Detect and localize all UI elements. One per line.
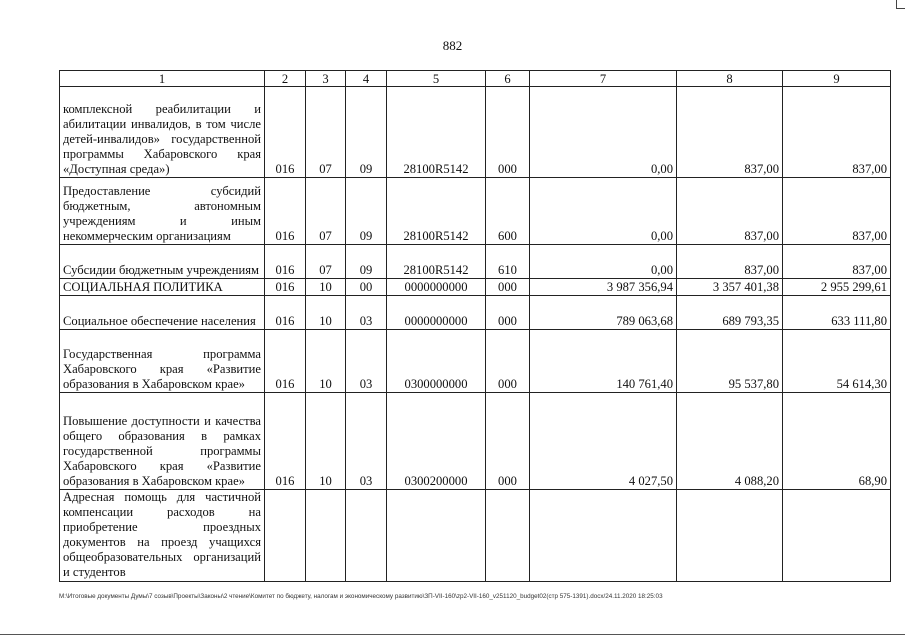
cell-amount-7	[530, 490, 677, 582]
cell-ministry: 016	[265, 87, 306, 178]
cell-target-item: 28100R5142	[387, 87, 486, 178]
cell-amount-9: 633 111,80	[783, 296, 891, 330]
cell-target-item: 0000000000	[387, 296, 486, 330]
table-row	[60, 279, 891, 296]
table-row	[60, 245, 891, 279]
cell-expense-type	[486, 490, 530, 582]
cell-section: 10	[306, 296, 346, 330]
cell-section: 10	[306, 279, 346, 296]
cell-amount-7: 0,00	[530, 178, 677, 245]
page-corner-mark	[896, 0, 905, 9]
cell-subsection: 00	[346, 279, 387, 296]
cell-amount-8: 4 088,20	[677, 393, 783, 490]
column-header: 6	[486, 71, 530, 87]
cell-section: 07	[306, 87, 346, 178]
cell-subsection: 09	[346, 245, 387, 279]
cell-target-item	[387, 490, 486, 582]
row-name: Предоставление субсидий бюджетным, автономным учреждениям и иным некоммерческим организациям	[60, 178, 265, 245]
page-number: 882	[442, 38, 463, 53]
cell-subsection: 09	[346, 87, 387, 178]
cell-target-item: 0000000000	[387, 279, 486, 296]
cell-ministry: 016	[265, 178, 306, 245]
cell-amount-8: 837,00	[677, 245, 783, 279]
cell-amount-8: 837,00	[677, 178, 783, 245]
cell-ministry: 016	[265, 393, 306, 490]
cell-target-item: 0300200000	[387, 393, 486, 490]
cell-amount-8: 689 793,35	[677, 296, 783, 330]
row-name: Субсидии бюджетным учреждениям	[60, 245, 265, 279]
cell-amount-9: 837,00	[783, 87, 891, 178]
table-row	[60, 178, 891, 245]
row-name: Адресная помощь для частичной компенсации расходов на приобретение проездных документов на проезд учащихся общеобразовательных организаций и студентов	[60, 490, 265, 582]
cell-ministry: 016	[265, 330, 306, 393]
column-header: 3	[306, 71, 346, 87]
cell-subsection	[346, 490, 387, 582]
table-row	[60, 87, 891, 178]
document-path-footer: M:\Итоговые документы Думы\7 созыв\Проекты\Законы\2 чтение\Комитет по бюджету, налогам и экономическому развитию\ЗП-VII-160\zp2-VII-160_v251120_budget02(стр 575-1391).docx/24.11.2020 18:25:03	[59, 593, 663, 600]
cell-ministry: 016	[265, 296, 306, 330]
cell-expense-type: 610	[486, 245, 530, 279]
cell-target-item: 28100R5142	[387, 245, 486, 279]
column-header: 1	[60, 71, 265, 87]
table-row	[60, 393, 891, 490]
cell-subsection: 03	[346, 330, 387, 393]
cell-ministry: 016	[265, 245, 306, 279]
row-name: СОЦИАЛЬНАЯ ПОЛИТИКА	[60, 279, 265, 296]
cell-amount-8: 3 357 401,38	[677, 279, 783, 296]
cell-subsection: 09	[346, 178, 387, 245]
column-header: 4	[346, 71, 387, 87]
cell-target-item: 28100R5142	[387, 178, 486, 245]
cell-section	[306, 490, 346, 582]
cell-expense-type: 000	[486, 279, 530, 296]
budget-table	[59, 70, 891, 582]
cell-expense-type: 000	[486, 87, 530, 178]
column-header: 2	[265, 71, 306, 87]
cell-amount-7: 4 027,50	[530, 393, 677, 490]
table-row	[60, 330, 891, 393]
cell-expense-type: 000	[486, 296, 530, 330]
table-header-row	[60, 71, 891, 87]
cell-ministry	[265, 490, 306, 582]
row-name: комплексной реабилитации и абилитации инвалидов, в том числе детей-инвалидов» государственной программы Хабаровского края «Доступная среда»)	[60, 87, 265, 178]
cell-amount-8: 95 537,80	[677, 330, 783, 393]
cell-ministry: 016	[265, 279, 306, 296]
column-header: 5	[387, 71, 486, 87]
cell-expense-type: 000	[486, 393, 530, 490]
cell-amount-7: 0,00	[530, 87, 677, 178]
cell-subsection: 03	[346, 393, 387, 490]
cell-amount-7: 789 063,68	[530, 296, 677, 330]
cell-amount-9: 54 614,30	[783, 330, 891, 393]
cell-section: 10	[306, 393, 346, 490]
cell-section: 07	[306, 245, 346, 279]
row-name: Повышение доступности и качества общего образования в рамках государственной программы Хабаровского края «Развитие образования в Хабаровском крае»	[60, 393, 265, 490]
cell-amount-9: 2 955 299,61	[783, 279, 891, 296]
cell-amount-9: 837,00	[783, 245, 891, 279]
cell-subsection: 03	[346, 296, 387, 330]
cell-section: 07	[306, 178, 346, 245]
table-row	[60, 296, 891, 330]
cell-amount-8: 837,00	[677, 87, 783, 178]
cell-section: 10	[306, 330, 346, 393]
cell-amount-8	[677, 490, 783, 582]
column-header: 8	[677, 71, 783, 87]
cell-expense-type: 600	[486, 178, 530, 245]
cell-amount-9	[783, 490, 891, 582]
cell-expense-type: 000	[486, 330, 530, 393]
column-header: 9	[783, 71, 891, 87]
cell-amount-7: 0,00	[530, 245, 677, 279]
table-row	[60, 490, 891, 582]
cell-target-item: 0300000000	[387, 330, 486, 393]
row-name: Социальное обеспечение населения	[60, 296, 265, 330]
cell-amount-7: 140 761,40	[530, 330, 677, 393]
column-header: 7	[530, 71, 677, 87]
row-name: Государственная программа Хабаровского края «Развитие образования в Хабаровском крае»	[60, 330, 265, 393]
cell-amount-7: 3 987 356,94	[530, 279, 677, 296]
cell-amount-9: 837,00	[783, 178, 891, 245]
page-edge-line	[0, 634, 905, 635]
cell-amount-9: 68,90	[783, 393, 891, 490]
